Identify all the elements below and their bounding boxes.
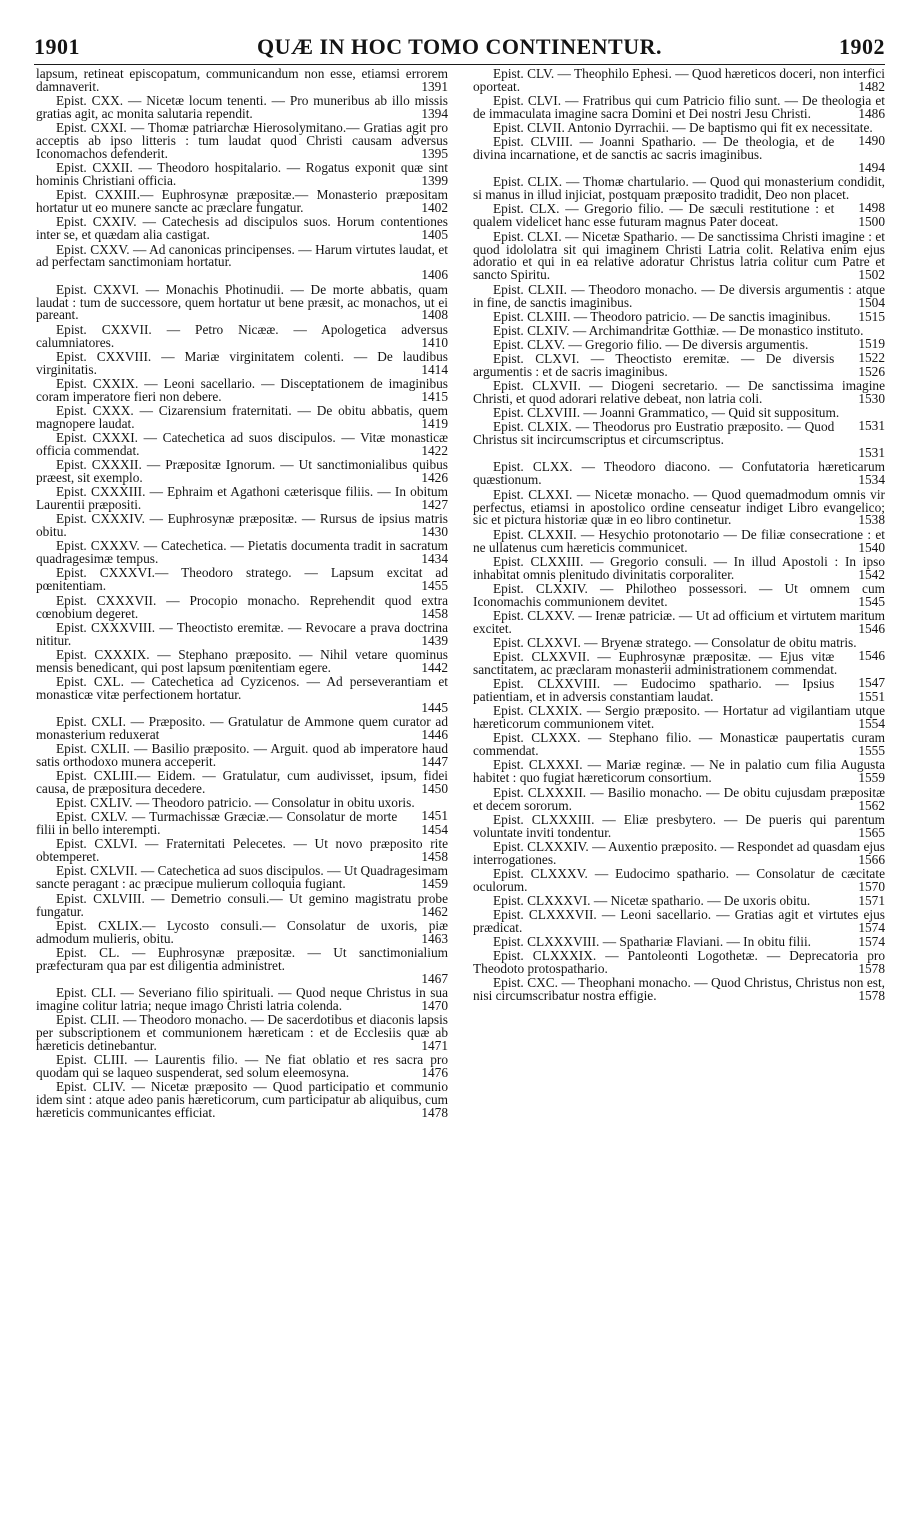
entry-text: Epist. CLXXIX. — Sergio præposito. — Hortatur ad vigilantiam utque hæreticorum communionem vitet. bbox=[473, 703, 885, 732]
toc-entry bbox=[473, 936, 885, 949]
entry-text: Epist. CLXIV. — Archimandritæ Gotthiæ. — De monastico instituto. bbox=[493, 322, 864, 338]
toc-entry bbox=[473, 349, 885, 380]
entry-text: Epist. CLIX. — Thomæ chartulario. — Quod qui monasterium condidit, si manus in illud injiciat, postquam præposito tradidit, Deo non placet. bbox=[473, 174, 885, 203]
toc-entry bbox=[36, 713, 448, 742]
entry-text: Epist. CLXIX. — Theodorus pro Eustratio præposito. — Quod Christus sit incircumscriptus et circumscriptus. bbox=[473, 419, 835, 448]
entry-text: Epist. CLVI. — Fratribus qui cum Patricio filio sunt. — De theologia et de immaculata imagine sacra Domini et Dei nostri Jesu Christi. bbox=[473, 93, 885, 122]
entry-text: Epist. CLVII. Antonio Dyrrachii. — De baptismo qui fit ex necessitate. bbox=[493, 120, 873, 136]
entry-text: Epist. CLXX. — Theodoro diacono. — Confutatoria hæreticarum quæstionum. bbox=[473, 459, 885, 488]
toc-entry bbox=[36, 984, 448, 1013]
entry-text: Epist. CL. — Euphrosynæ præpositæ. — Ut sanctimonialium præfecturam qua par est diligentia administret. bbox=[36, 944, 448, 973]
toc-entry bbox=[36, 1081, 448, 1120]
entry-text: Epist. CXLVII. — Catechetica ad suos discipulos. — Ut Quadragesimam sancte peragant : ac præcipue mulierum colloquia fugiant. bbox=[36, 863, 448, 892]
toc-entry bbox=[36, 348, 448, 377]
entry-text: Epist. CLXXIII. — Gregorio consuli. — In illud Apostoli : In ipso inhabitat omnis plenitudo divinitatis corporaliter. bbox=[473, 553, 885, 582]
entry-text: Epist. CLVIII. — Joanni Spathario. — De theologia, et de divina incarnatione, et de sanctis ac sacris imaginibus. bbox=[473, 134, 835, 163]
entry-text: Epist. CLXXII. — Hesychio protonotario — De filiæ consecratione : et ne ullatenus cum hæreticis communicet. bbox=[473, 526, 885, 555]
entry-text: Epist. CLI. — Severiano filio spirituali. — Quod neque Christus in sua imagine colitur latria; neque imago Christi latria colenda. bbox=[36, 984, 448, 1013]
entry-page-number: 1554 bbox=[858, 716, 885, 732]
toc-entry bbox=[36, 770, 448, 796]
entry-page-number: 1545 bbox=[858, 593, 885, 609]
entry-page-number: 1570 bbox=[858, 878, 885, 894]
entry-page-number: 1546 bbox=[858, 620, 885, 636]
entry-page-number: 1445 bbox=[421, 699, 448, 715]
entry-page-number: 1490 bbox=[858, 133, 885, 149]
toc-entry bbox=[36, 281, 448, 323]
toc-entry bbox=[36, 592, 448, 621]
entry-text: Epist. CXXXI. — Catechetica ad suos discipulos. — Vitæ monasticæ officia commendat. bbox=[36, 429, 448, 458]
entry-page-number: 1565 bbox=[858, 824, 885, 840]
entry-text: Epist. CLXXXVI. — Nicetæ spathario. — De uxoris obitu. bbox=[493, 892, 811, 908]
entry-text: lapsum, retineat episcopatum, communicandum non esse, etiamsi errorem damnaverit. bbox=[36, 66, 448, 94]
entry-text: Epist. CXLIII.— Eidem. — Gratulatur, cum audivisset, ipsum, fidei causa, de præpositura decedere. bbox=[36, 768, 448, 797]
entry-text: Epist. CLXVIII. — Joanni Grammatico, — Quid sit suppositum. bbox=[493, 405, 840, 421]
entry-text: Epist. CXXXVI.— Theodoro stratego. — Lapsum excitat ad pœnitentiam. bbox=[36, 565, 448, 594]
toc-entry bbox=[36, 95, 448, 121]
entry-page-number: 1455 bbox=[421, 578, 448, 594]
entry-page-number: 1459 bbox=[421, 876, 448, 892]
entry-page-number: 1463 bbox=[421, 930, 448, 946]
entry-text: Epist. CLXXIV. — Philotheo possessori. — Ut omnem cum Iconomachis communionem devitet. bbox=[473, 580, 885, 609]
toc-entry bbox=[473, 607, 885, 636]
entry-text: Epist. CLX. — Gregorio filio. — De sæculi restitutione : et qualem videlicet hanc esse futuram magnus Pater doceat. bbox=[473, 201, 835, 230]
toc-entry bbox=[36, 162, 448, 188]
entry-page-number: 1566 bbox=[858, 851, 885, 867]
toc-entry bbox=[473, 675, 885, 705]
entry-text: Epist. CXXIII.— Euphrosynæ præpositæ.— Monasterio præpositam hortatur ut eo munere sancte ac præclare fungatur. bbox=[36, 187, 448, 216]
entry-page-number: 1402 bbox=[421, 200, 448, 216]
toc-entry bbox=[473, 892, 885, 908]
toc-entry bbox=[36, 189, 448, 215]
entry-text: Epist. CXLIX.— Lycosto consuli.— Consolatur de uxoris, piæ admodum mulieris, obitu. bbox=[36, 917, 448, 946]
entry-page-number: 1410 bbox=[421, 334, 448, 350]
page-number-left: 1901 bbox=[34, 34, 80, 59]
toc-entry bbox=[36, 486, 448, 512]
entry-page-number: 1494 bbox=[858, 160, 885, 176]
entry-page-number: 1458 bbox=[421, 605, 448, 621]
entry-text: Epist. CXC. — Theophani monacho. — Quod Christus, Christus non est, nisi circumscribatur nostra effigie. bbox=[473, 975, 885, 1004]
entry-page-number: 1502 bbox=[858, 267, 885, 283]
toc-entry bbox=[473, 335, 885, 365]
entry-text: Epist. CLXV. — Gregorio filio. — De diversis argumentis. bbox=[493, 336, 809, 352]
entry-text: Epist. CLXXXVIII. — Spathariæ Flaviani. — In obitu filii. bbox=[493, 934, 811, 950]
entry-text: Epist. CXXXV. — Catechetica. — Pietatis documenta tradit in sacratum quadragesimæ tempus. bbox=[36, 538, 448, 567]
entry-text: Epist. CLXI. — Nicetæ Spathario. — De sanctissima Christi imagine : et quod idololatra sit qui imaginem Christi Latria colit. Relativa enim ejus adoratio et qui in ea relative adoratur Christus latria colitur cum Patre et sancto Spiritu. bbox=[473, 228, 885, 283]
toc-entry bbox=[36, 1051, 448, 1080]
entry-page-number: 1542 bbox=[858, 566, 885, 582]
entry-page-number: 1498 bbox=[858, 200, 885, 216]
toc-entry bbox=[473, 486, 885, 528]
entry-page-number: 1462 bbox=[421, 903, 448, 919]
entry-text: Epist. CLIII. — Laurentis filio. — Ne fiat oblatio et res sacra pro quodam qui se laqueo suspenderat, sed solum eleemosyna. bbox=[36, 1051, 448, 1080]
toc-entry bbox=[473, 133, 885, 176]
toc-entry bbox=[36, 459, 448, 485]
entry-page-number: 1559 bbox=[858, 770, 885, 786]
entry-page-number: 1562 bbox=[858, 797, 885, 813]
toc-entry bbox=[36, 838, 448, 864]
entry-page-number: 1395 bbox=[421, 146, 448, 162]
entry-page-number: 1446 bbox=[421, 726, 448, 742]
entry-page-number: 1414 bbox=[421, 361, 448, 377]
page-title: QUÆ IN HOC TOMO CONTINENTUR. bbox=[257, 34, 662, 59]
entry-text: Epist. CLXVI. — Theoctisto eremitæ. — De diversis argumentis : et de sacris imaginibus. bbox=[473, 351, 835, 380]
toc-entry bbox=[473, 228, 885, 283]
entry-text: Epist. CLIV. — Nicetæ præposito — Quod participatio et communio idem sint : atque adeo panis hæreticorum, cum participatur ab aliquibus, cum hæreticis communicantes efficiat. bbox=[36, 1079, 448, 1120]
entry-page-number: 1578 bbox=[858, 961, 885, 977]
toc-entry bbox=[473, 811, 885, 840]
page-number-right: 1902 bbox=[839, 34, 885, 59]
entry-page-number: 1482 bbox=[858, 78, 885, 94]
entry-page-number: 1454 bbox=[421, 822, 448, 838]
entry-text: Epist. CLXIII. — Theodoro patricio. — De sanctis imaginibus. bbox=[493, 308, 831, 324]
entry-page-number: 1447 bbox=[421, 753, 448, 769]
entry-page-number: 1500 bbox=[858, 214, 885, 230]
entry-text: Epist. CXLV. — Turmachissæ Græciæ.— Consolatur de morte filii in bello interempti. bbox=[36, 809, 398, 838]
entry-text: Epist. CXXI. — Thomæ patriarchæ Hierosolymitano.— Gratias agit pro acceptis ab ipso litteris : tum laudat quod Christi causam adversus Iconomachos defenderit. bbox=[36, 120, 448, 162]
toc-entry bbox=[473, 553, 885, 582]
entry-text: Epist. CXLII. — Basilio præposito. — Arguit. quod ab imperatore haud satis orthodoxo munera acceperit. bbox=[36, 740, 448, 769]
entry-page-number: 1415 bbox=[421, 388, 448, 404]
toc-entry bbox=[36, 429, 448, 458]
toc-entry bbox=[473, 909, 885, 935]
entry-text: Epist. CLXII. — Theodoro monacho. — De diversis argumentis : atque in fine, de sanctis imaginibus. bbox=[473, 281, 885, 310]
toc-entry bbox=[473, 308, 885, 324]
toc-entry bbox=[36, 917, 448, 946]
entry-page-number: 1555 bbox=[858, 743, 885, 759]
entry-page-number: 1504 bbox=[858, 294, 885, 310]
entry-page-number: 1434 bbox=[421, 551, 448, 567]
entry-text: Epist. CXL. — Catechetica ad Cyzicenos. — Ad perseverantiam et monasticæ vitæ perfectionem hortatur. bbox=[36, 673, 448, 702]
toc-entry bbox=[36, 673, 448, 715]
toc-entry bbox=[473, 977, 885, 1003]
toc-entry bbox=[473, 95, 885, 121]
entry-text: Epist. CLXXXV. — Eudocimo spathario. — Consolatur de cæcitate oculorum. bbox=[473, 865, 885, 894]
toc-entry bbox=[36, 567, 448, 593]
entry-page-number: 1515 bbox=[858, 308, 885, 324]
entry-text: Epist. CXLVI. — Fraternitati Pelecetes. — Ut novo præposito rite obtemperet. bbox=[36, 836, 448, 865]
entry-page-number: 1467 bbox=[421, 970, 448, 986]
entry-page-number: 1478 bbox=[421, 1104, 448, 1120]
entry-page-number: 1458 bbox=[421, 849, 448, 865]
entry-text: Epist. CLXXVII. — Euphrosynæ præpositæ. — Ejus vitæ sanctitatem, ac præclaram monasterii administrationem commendat. bbox=[473, 649, 838, 678]
toc-entry bbox=[36, 68, 448, 94]
entry-page-number: 1538 bbox=[858, 512, 885, 528]
toc-entry bbox=[473, 759, 885, 785]
entry-page-number: 1451 bbox=[421, 808, 448, 824]
toc-entry bbox=[473, 950, 885, 976]
entry-page-number: 1519 bbox=[858, 335, 885, 351]
entry-page-number: 1427 bbox=[421, 497, 448, 513]
entry-page-number: 1534 bbox=[858, 472, 885, 488]
entry-text: Epist. CLII. — Theodoro monacho. — De sacerdotibus et diaconis lapsis per subscriptionem et communionem hæreticam : et de Ecclesiis quæ ab hæreticis detinebantur. bbox=[36, 1011, 448, 1053]
toc-entry bbox=[36, 241, 448, 283]
toc-entry bbox=[36, 944, 448, 986]
entry-page-number: 1419 bbox=[421, 415, 448, 431]
toc-entry bbox=[36, 619, 448, 648]
entry-text: Epist. CXX. — Nicetæ locum tenenti. — Pro muneribus ab illo missis gratias agit, ac monita salutaria rependit. bbox=[36, 93, 448, 122]
entry-text: Epist. CLXXXVII. — Leoni sacellario. — Gratias agit et virtutes ejus prædicat. bbox=[473, 907, 885, 936]
toc-entry bbox=[473, 732, 885, 758]
entry-text: Epist. CLXXVIII. — Eudocimo spathario. — Ipsius patientiam, et in adversis constantiam laudat. bbox=[473, 676, 835, 705]
entry-text: Epist. CXXXII. — Præpositæ Ignorum. — Ut sanctimonialibus quibus præest, sit exemplo. bbox=[36, 457, 448, 486]
entry-page-number: 1540 bbox=[858, 539, 885, 555]
entry-page-number: 1551 bbox=[858, 689, 885, 705]
entry-page-number: 1526 bbox=[858, 364, 885, 380]
toc-entry bbox=[473, 380, 885, 406]
entry-text: Epist. CLXXXII. — Basilio monacho. — De obitu cujusdam præpositæ et decem sororum. bbox=[473, 784, 885, 813]
toc-entry bbox=[36, 865, 448, 891]
entry-page-number: 1394 bbox=[421, 106, 448, 122]
entry-page-number: 1439 bbox=[421, 632, 448, 648]
entry-page-number: 1450 bbox=[421, 781, 448, 797]
entry-page-number: 1578 bbox=[858, 988, 885, 1004]
toc-entry bbox=[36, 540, 448, 566]
entry-page-number: 1442 bbox=[421, 659, 448, 675]
entry-text: Epist. CXXIV. — Catechesis ad discipulos suos. Horum contentiones inter se, et quædam alia castigat. bbox=[36, 214, 448, 243]
entry-text: Epist. CXXV. — Ad canonicas principenses. — Harum virtutes laudat, et ad perfectam sanctimoniam hortatur. bbox=[36, 241, 448, 270]
entry-page-number: 1486 bbox=[858, 106, 885, 122]
entry-text: Epist. CLXXVI. — Bryenæ stratego. — Consolatur de obitu matris. bbox=[493, 634, 857, 650]
entry-text: Epist. CLXXXI. — Mariæ reginæ. — Ne in palatio cum filia Augusta habitet : quo fugiat hæreticorum consortium. bbox=[473, 757, 885, 786]
running-header bbox=[34, 34, 885, 65]
entry-page-number: 1574 bbox=[858, 920, 885, 936]
entry-text: Epist. CXXXIII. — Ephraim et Agathoni cæterisque filiis. — In obitum Laurentii præpositi. bbox=[36, 484, 448, 513]
entry-text: Epist. CLXXI. — Nicetæ monacho. — Quod quemadmodum omnis vir perfectus, etiamsi in apostolico ordine censeatur indiget Libro evangelico; sic et pictura historiæ quæ in eo libro continetur. bbox=[473, 486, 885, 528]
entry-page-number: 1574 bbox=[858, 934, 885, 950]
entry-page-number: 1530 bbox=[858, 391, 885, 407]
toc-entry bbox=[473, 200, 885, 230]
toc-entry bbox=[36, 808, 448, 838]
toc-entry bbox=[473, 705, 885, 731]
toc-entry bbox=[36, 513, 448, 539]
toc-entry bbox=[36, 740, 448, 769]
toc-entry bbox=[473, 526, 885, 555]
toc-entry bbox=[473, 418, 885, 461]
entry-page-number: 1470 bbox=[421, 997, 448, 1013]
left-column bbox=[36, 68, 448, 1121]
entry-page-number: 1547 bbox=[858, 675, 885, 691]
entry-text: Epist. CXXII. — Theodoro hospitalario. — Rogatus exponit quæ sint hominis Christiani officia. bbox=[36, 160, 448, 189]
toc-entry bbox=[473, 68, 885, 94]
toc-entry bbox=[473, 461, 885, 487]
entry-text: Epist. CLXXV. — Irenæ patriciæ. — Ut ad officium et virtutem maritum excitet. bbox=[473, 607, 885, 636]
entry-text: Epist. CXLI. — Præposito. — Gratulatur de Ammone quem curator ad monasterium reduxerat bbox=[36, 713, 448, 742]
entry-page-number: 1531 bbox=[858, 418, 885, 434]
toc-entry bbox=[36, 402, 448, 431]
toc-entry bbox=[473, 784, 885, 813]
entry-page-number: 1426 bbox=[421, 470, 448, 486]
entry-text: Epist. CXXXIX. — Stephano præposito. — Nihil vetare quominus mensis benedicant, qui post lapsum pœnitentiam egere. bbox=[36, 646, 448, 675]
entry-page-number: 1471 bbox=[421, 1037, 448, 1053]
right-column bbox=[473, 68, 885, 1005]
toc-entry bbox=[36, 216, 448, 242]
entry-text: Epist. CXLVIII. — Demetrio consuli.— Ut gemino magistratu probe fungatur. bbox=[36, 890, 448, 919]
entry-page-number: 1476 bbox=[421, 1064, 448, 1080]
entry-text: Epist. CLV. — Theophilo Ephesi. — Quod hæreticos doceri, non interfici oporteat. bbox=[473, 66, 885, 94]
entry-text: Epist. CXXVII. — Petro Nicææ. — Apologetica adversus calumniatores. bbox=[36, 321, 448, 350]
toc-entry bbox=[473, 580, 885, 609]
entry-text: Epist. CXXVIII. — Mariæ virginitatem colenti. — De laudibus virginitatis. bbox=[36, 348, 448, 377]
entry-text: Epist. CLXXX. — Stephano filio. — Monasticæ paupertatis curam commendat. bbox=[473, 730, 885, 759]
entry-page-number: 1546 bbox=[858, 647, 885, 663]
entry-text: Epist. CLXXXIV. — Auxentio præposito. — Respondet ad quasdam ejus interrogationes. bbox=[473, 838, 885, 867]
entry-text: Epist. CLXVII. — Diogeni secretario. — De sanctissima imagine Christi, et quod adorari relative debeat, non latria coli. bbox=[473, 378, 885, 407]
entry-text: Epist. CXXVI. — Monachis Photinudii. — De morte abbatis, quam laudat : tum de successore, quem hortatur ut bene præsit, ac monachos, ut ei pareant. bbox=[36, 281, 448, 323]
toc-entry bbox=[473, 281, 885, 310]
entry-page-number: 1531 bbox=[858, 445, 885, 461]
toc-entry bbox=[36, 122, 448, 161]
toc-entry bbox=[473, 865, 885, 894]
entry-text: Epist. CXXXIV. — Euphrosynæ præpositæ. — Rursus de ipsius matris obitu. bbox=[36, 511, 448, 540]
entry-page-number: 1571 bbox=[858, 892, 885, 908]
entry-text: Epist. CXXXVIII. — Theoctisto eremitæ. — Revocare a prava doctrina nititur. bbox=[36, 619, 448, 648]
entry-text: Epist. CLXXXIX. — Pantoleonti Logothetæ. — Deprecatoria pro Theodoto protospathario. bbox=[473, 948, 885, 977]
toc-entry bbox=[473, 838, 885, 867]
entry-page-number: 1522 bbox=[858, 349, 885, 365]
entry-text: Epist. CXXX. — Cizarensium fraternitati. — De obitu abbatis, quem magnopere laudat. bbox=[36, 402, 448, 431]
entry-text: Epist. CLXXXIII. — Eliæ presbytero. — De pueris qui parentum voluntate inviti tondentur. bbox=[473, 811, 885, 840]
entry-page-number: 1408 bbox=[421, 307, 448, 323]
entry-page-number: 1399 bbox=[421, 173, 448, 189]
toc-entry bbox=[36, 890, 448, 919]
entry-page-number: 1405 bbox=[421, 227, 448, 243]
entry-text: Epist. CXLIV. — Theodoro patricio. — Consolatur in obitu uxoris. bbox=[56, 795, 415, 811]
entry-text: Epist. CXXIX. — Leoni sacellario. — Disceptationem de imaginibus coram imperatore fieri non debere. bbox=[36, 375, 448, 404]
toc-entry bbox=[473, 634, 885, 663]
entry-page-number: 1422 bbox=[421, 442, 448, 458]
entry-page-number: 1391 bbox=[421, 78, 448, 94]
entry-text: Epist. CXXXVII. — Procopio monacho. Reprehendit quod extra cœnobium degeret. bbox=[36, 592, 448, 621]
entry-page-number: 1406 bbox=[421, 267, 448, 283]
entry-page-number: 1430 bbox=[421, 524, 448, 540]
toc-entry bbox=[36, 1011, 448, 1053]
toc-entry bbox=[36, 375, 448, 404]
toc-entry bbox=[36, 646, 448, 675]
toc-entry bbox=[36, 321, 448, 350]
